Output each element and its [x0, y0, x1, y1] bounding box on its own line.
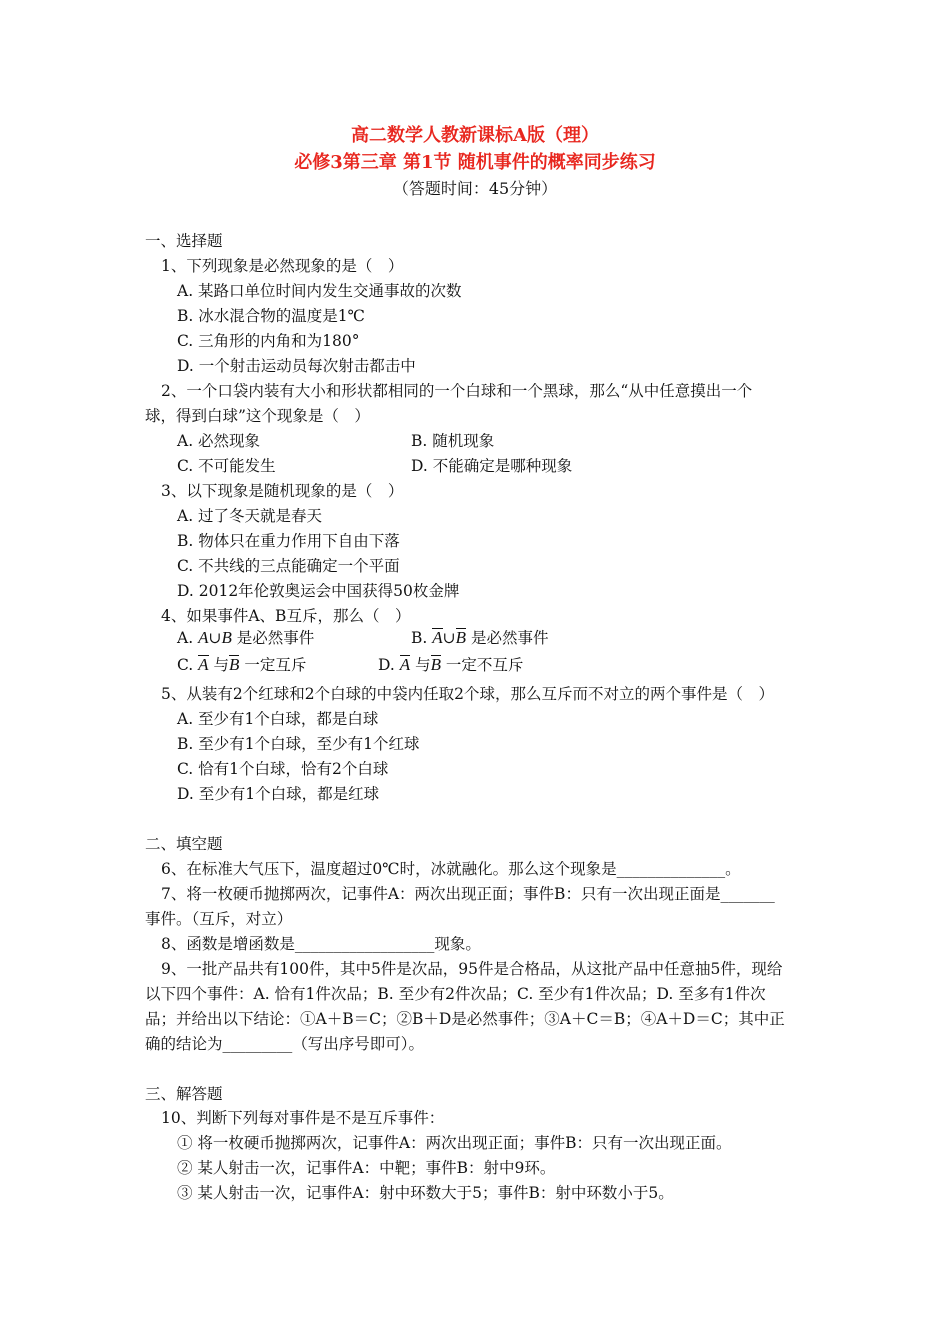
option-b-text: 是必然事件	[470, 629, 549, 647]
var-a-complement: A	[399, 655, 411, 674]
question-4-option-c	[177, 655, 306, 675]
question-9-line-2: 以下四个事件：A. 恰有1件次品；B. 至少有2件次品；C. 至少有1件次品；D. 至多有1件次	[145, 985, 766, 1003]
section-heading-fill: 二、填空题	[145, 835, 223, 853]
question-5-stem: 5、从装有2个红球和2个白球的中袋内任取2个球，那么互斥而不对立的两个事件是（ ）	[161, 685, 774, 703]
question-3-option-c: C. 不共线的三点能确定一个平面	[177, 557, 400, 575]
conjunction: 与	[415, 656, 431, 674]
var-a: A	[198, 628, 209, 647]
option-a-label: A.	[177, 629, 194, 647]
question-6: 6、在标准大气压下，温度超过0℃时，冰就融化。那么这个现象是______________。	[161, 860, 741, 878]
question-4-option-d	[378, 655, 523, 675]
question-1-option-c: C. 三角形的内角和为180°	[177, 332, 360, 350]
question-4-stem: 4、如果事件A、B互斥，那么（ ）	[161, 607, 411, 625]
question-3-option-d: D. 2012年伦敦奥运会中国获得50枚金牌	[177, 582, 460, 600]
question-5-option-d: D. 至少有1个白球，都是红球	[177, 785, 380, 803]
question-7-line-2: 事件。（互斥，对立）	[145, 910, 293, 928]
question-5-option-a: A. 至少有1个白球，都是白球	[177, 710, 379, 728]
question-2-option-d: D. 不能确定是哪种现象	[411, 457, 573, 475]
question-4-option-b	[411, 628, 549, 648]
conjunction: 与	[213, 656, 230, 674]
title-line-2: 必修3第三章 第1节 随机事件的概率同步练习	[294, 152, 656, 173]
question-9-line-4: 确的结论为_________（写出序号即可）。	[145, 1035, 425, 1053]
option-a-text: 是必然事件	[236, 629, 315, 647]
var-b: B	[221, 628, 232, 647]
question-10-item-2: ② 某人射击一次，记事件A：中靶；事件B：射中9环。	[177, 1159, 556, 1177]
question-1-option-b: B. 冰水混合物的温度是1℃	[177, 307, 365, 325]
question-2-option-a: A. 必然现象	[177, 432, 261, 450]
union-symbol: ∪	[442, 629, 456, 647]
question-7-line-1: 7、将一枚硬币抛掷两次，记事件A：两次出现正面；事件B：只有一次出现正面是_______	[161, 885, 775, 903]
question-2-stem-line-1: 2、一个口袋内装有大小和形状都相同的一个白球和一个黑球，那么“从中任意摸出一个	[161, 382, 753, 400]
section-heading-choice: 一、选择题	[145, 232, 223, 250]
time-limit: （答题时间：45分钟）	[392, 179, 558, 198]
question-3-option-b: B. 物体只在重力作用下自由下落	[177, 532, 400, 550]
title-line-1: 高二数学人教新课标A版（理）	[351, 125, 599, 146]
question-10-item-1: ① 将一枚硬币抛掷两次，记事件A：两次出现正面；事件B：只有一次出现正面。	[177, 1134, 732, 1152]
option-d-text: 一定不互斥	[445, 656, 524, 674]
question-2-option-b: B. 随机现象	[411, 432, 495, 450]
question-10-stem: 10、判断下列每对事件是不是互斥事件：	[161, 1109, 445, 1127]
union-symbol: ∪	[208, 629, 222, 647]
question-1-stem: 1、下列现象是必然现象的是（ ）	[161, 257, 404, 275]
option-b-label: B.	[411, 629, 428, 647]
question-4-option-a	[177, 628, 314, 648]
var-b-complement: B	[430, 655, 441, 674]
var-a-complement: A	[432, 628, 443, 647]
question-9-line-1: 9、一批产品共有100件，其中5件是次品，95件是合格品，从这批产品中任意抽5件，现给	[161, 960, 783, 978]
question-5-option-c: C. 恰有1个白球，恰有2个白球	[177, 760, 389, 778]
var-b-complement: B	[229, 655, 240, 674]
question-3-option-a: A. 过了冬天就是春天	[177, 507, 323, 525]
question-1-option-a: A. 某路口单位时间内发生交通事故的次数	[177, 282, 462, 300]
var-b-complement: B	[455, 628, 467, 647]
var-a-complement: A	[198, 655, 209, 674]
question-3-stem: 3、以下现象是随机现象的是（ ）	[161, 482, 404, 500]
option-d-label: D.	[378, 656, 395, 674]
section-heading-answer: 三、解答题	[145, 1085, 223, 1103]
question-2-option-c: C. 不可能发生	[177, 457, 276, 475]
question-9-line-3: 品；并给出以下结论：①A＋B＝C；②B＋D是必然事件；③A＋C＝B；④A＋D＝C；其中正	[145, 1010, 785, 1028]
option-c-text: 一定互斥	[244, 656, 307, 674]
question-5-option-b: B. 至少有1个白球，至少有1个红球	[177, 735, 420, 753]
question-8: 8、函数是增函数是__________________现象。	[161, 935, 481, 953]
question-10-item-3: ③ 某人射击一次，记事件A：射中环数大于5；事件B：射中环数小于5。	[177, 1184, 674, 1202]
question-2-stem-line-2: 球，得到白球”这个现象是（ ）	[145, 407, 370, 425]
question-1-option-d: D. 一个射击运动员每次射击都击中	[177, 357, 416, 375]
option-c-label: C.	[177, 656, 194, 674]
